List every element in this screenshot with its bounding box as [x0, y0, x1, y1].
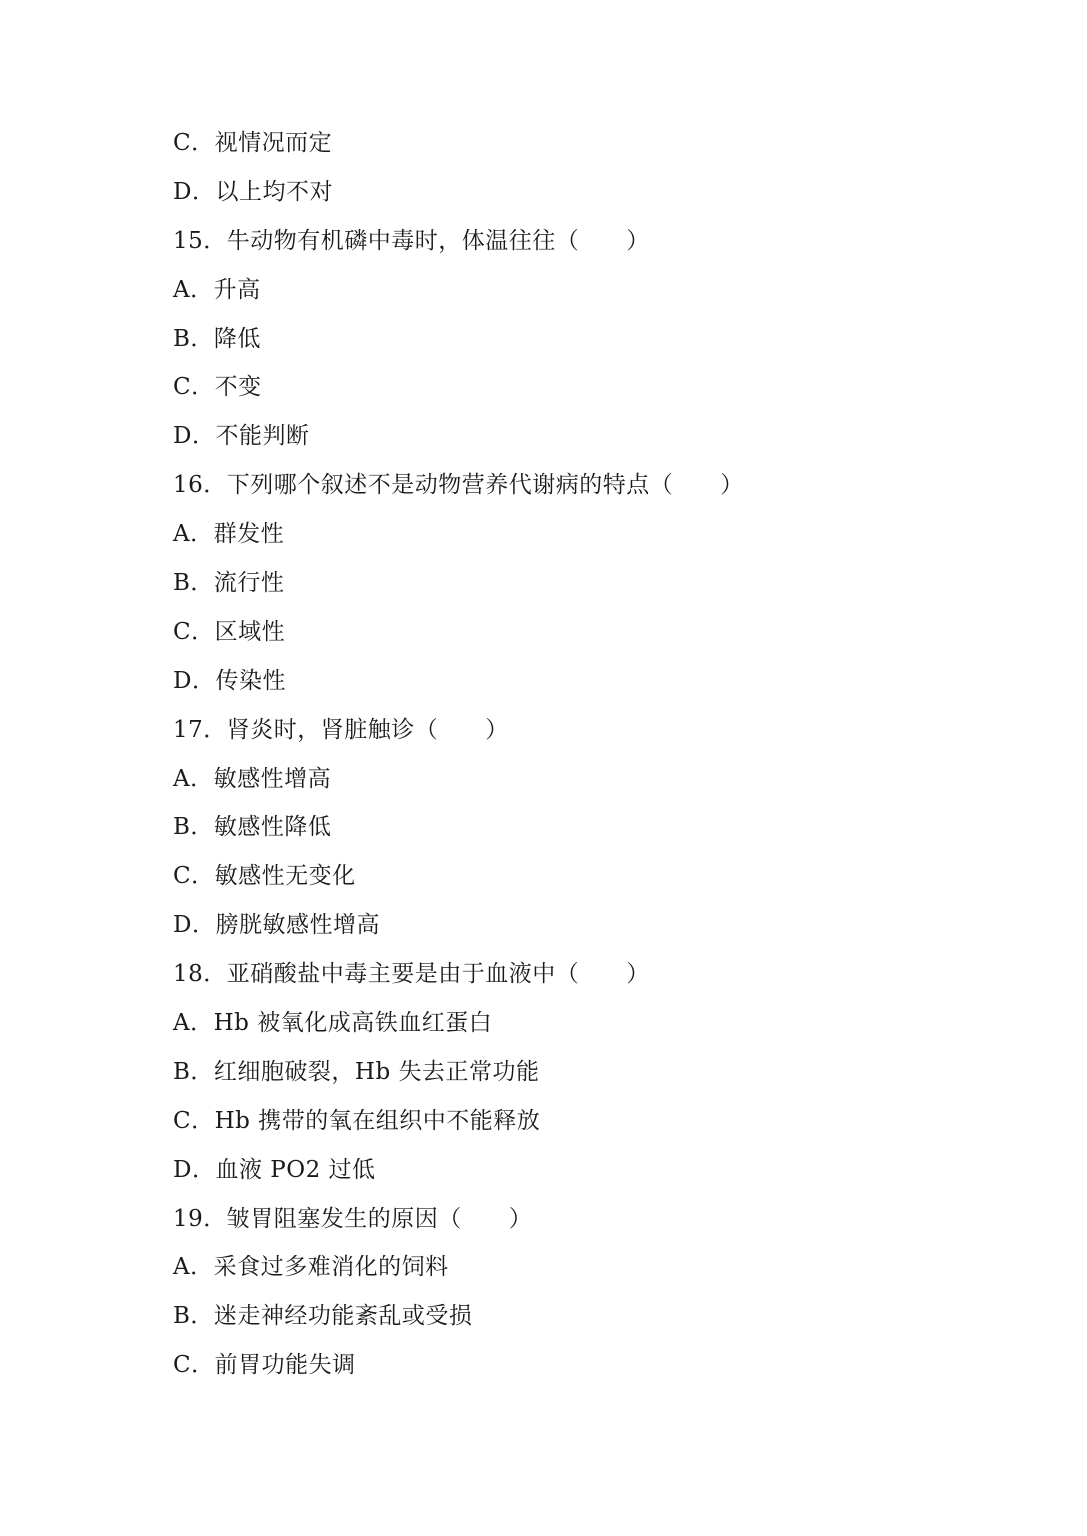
question-line: 15．牛动物有机磷中毒时，体温往往（ ）	[173, 227, 650, 254]
option-line: D．血液 PO2 过低	[173, 1156, 376, 1183]
option-line: D．膀胱敏感性增高	[173, 912, 380, 939]
option-line: C．视情况而定	[173, 130, 333, 156]
option-line: B．流行性	[173, 570, 285, 597]
question-line: 16．下列哪个叙述不是动物营养代谢病的特点（ ）	[173, 472, 744, 499]
option-line: B．降低	[173, 325, 261, 352]
option-line: A．升高	[173, 276, 261, 303]
option-line: D．传染性	[173, 667, 286, 694]
option-line: C．前胃功能失调	[173, 1352, 356, 1379]
option-line: C．敏感性无变化	[173, 863, 356, 890]
option-line: A．敏感性增高	[173, 765, 332, 792]
option-line: D．不能判断	[173, 423, 310, 450]
option-line: C．不变	[173, 374, 262, 401]
option-line: A．Hb 被氧化成高铁血红蛋白	[173, 1010, 493, 1037]
option-line: A．采食过多难消化的饲料	[173, 1254, 449, 1281]
option-line: C．Hb 携带的氧在组织中不能释放	[173, 1107, 541, 1134]
option-line: B．敏感性降低	[173, 814, 332, 841]
option-line: A．群发性	[173, 521, 285, 548]
question-line: 17．肾炎时，肾脏触诊（ ）	[173, 716, 509, 743]
option-line: C．区域性	[173, 618, 286, 645]
option-line: D．以上均不对	[173, 178, 333, 205]
option-line: B．红细胞破裂，Hb 失去正常功能	[173, 1058, 540, 1085]
document-page	[173, 119, 1013, 1390]
question-line: 19．皱胃阻塞发生的原因（ ）	[173, 1205, 533, 1232]
option-line: B．迷走神经功能紊乱或受损	[173, 1303, 473, 1330]
question-line: 18．亚硝酸盐中毒主要是由于血液中（ ）	[173, 961, 650, 988]
